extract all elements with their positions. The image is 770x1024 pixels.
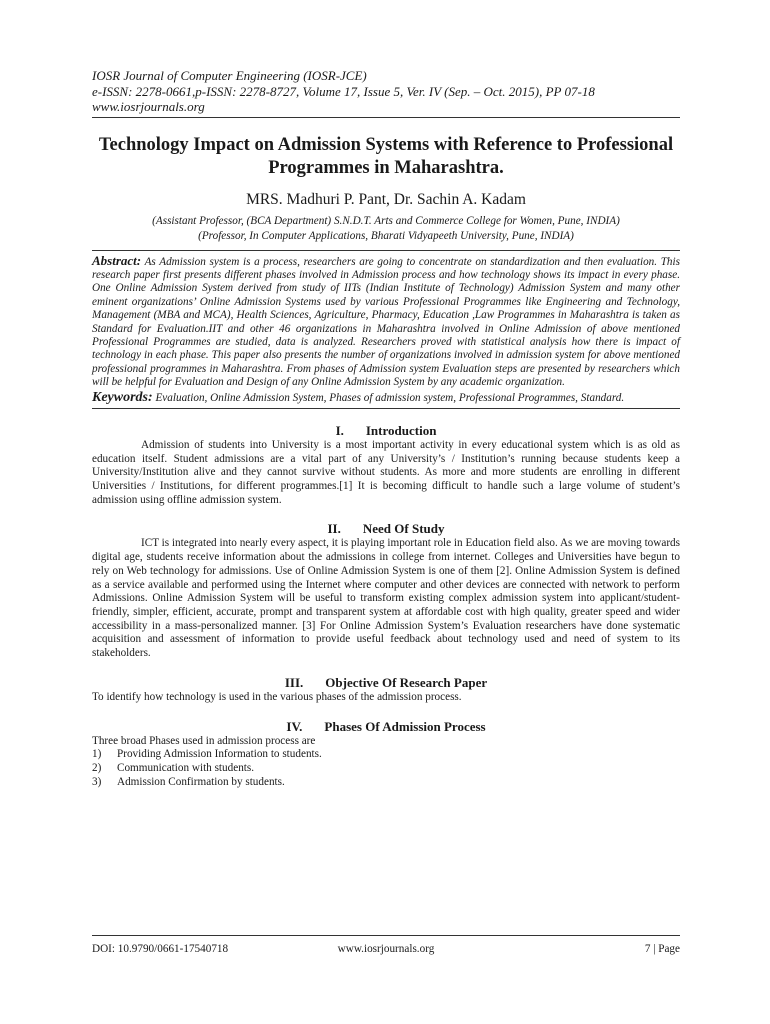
abstract bbox=[92, 254, 680, 390]
list-item-number: 3) bbox=[92, 775, 102, 788]
section-title: Need Of Study bbox=[362, 521, 445, 537]
section-number: IV. bbox=[286, 718, 303, 734]
journal-issn: e-ISSN: 2278-0661,p-ISSN: 2278-8727, Volume 17, Issue 5, Ver. IV (Sep. – Oct. 2015), PP 07-18 bbox=[92, 83, 595, 99]
section-heading-need-of-study bbox=[92, 521, 680, 537]
section-title: Objective Of Research Paper bbox=[325, 674, 488, 690]
abstract-text: As Admission system is a process, researchers are going to concentrate on standardization and then evaluation. This research paper first presents different phases involved in Admission process and how technology shows its impact in every phase. One Online Admission System derived from study of IITs (Indian Institute of Technology) Admission System and many other eminent organizations’ Online Admission Systems used by various Professional Programmes like Engineering and Technology, Management (MBA and MCA), Health Sciences, Agriculture, Pharmacy, Education ,Law Programmes in Maharashtra is taken as Standard for Evaluation.IIT and other 46 organizations in Maharashtra involved in Online Admission of above mentioned Professional Programmes are studied, data is analyzed. Researchers proved with statistical analysis how there is impact of technology in each phase. This paper also presents the number of organizations involved in admission system for above mentioned professional programmes in Maharashtra. From phases of Admission system Evaluation steps are presented by researchers which will be helpful for Evaluation and Design of any Online Admission System by any academic organization. bbox=[92, 255, 680, 389]
footer-rule bbox=[92, 935, 680, 936]
paper-authors: MRS. Madhuri P. Pant, Dr. Sachin A. Kadam bbox=[246, 190, 526, 208]
abstract-label: Abstract: bbox=[92, 252, 142, 268]
footer-doi: DOI: 10.9790/0661-17540718 bbox=[92, 943, 229, 955]
need-of-study-text: ICT is integrated into nearly every aspect, it is playing important role in Education field also. As we are moving towards digital age, students receive information about the admissions in college from internet. Colleges and Universities have begun to rely on Web technology for admissions. Use of Online Admission System is one of them [2]. Online Admission System is defined as a service available and performed using the Internet where computer and other devices are connected with network to perform Admissions. Online Admission System will be useful to transform existing complex admission system into applicant/student-friendly, simpler, efficient, accurate, prompt and transparent system at affordable cost with high quality, greater speed and wider accessibility in a mass-personalized manner. [3] For Online Admission System’s Evaluation researchers have done systematic acquisition and assessment of information to provide useful feedback about technology used and need of system to its stakeholders. bbox=[92, 537, 680, 660]
section-heading-introduction bbox=[92, 423, 680, 439]
abstract-block bbox=[92, 250, 680, 409]
affiliation-2: (Professor, In Computer Applications, Bharati Vidyapeeth University, Pune, INDIA) bbox=[198, 229, 574, 242]
section-title: Introduction bbox=[365, 422, 437, 438]
journal-name: IOSR Journal of Computer Engineering (IOSR-JCE) bbox=[92, 68, 367, 83]
keywords-text: Evaluation, Online Admission System, Phases of admission system, Professional Programmes, Standard. bbox=[155, 391, 625, 404]
list-item bbox=[92, 762, 680, 776]
introduction-text: Admission of students into University is a most important activity in every educational system which is as old as education itself. Student admissions are a vital part of any University’s / Institution’s running because students keep a University/Institution alive and they cannot survive without students. As more and more students are enrolling in different Universities / Institutions, for different programmes.[1] It is becoming difficult to handle such a large volume of student’s admission using offline admission system. bbox=[92, 438, 680, 506]
keywords-label: Keywords: bbox=[92, 389, 153, 405]
section-number: III. bbox=[284, 674, 304, 690]
phases-list bbox=[92, 748, 680, 789]
author-affiliations bbox=[92, 214, 680, 244]
footer-page-number: 7 | Page bbox=[644, 943, 680, 955]
keywords bbox=[92, 391, 680, 405]
list-item-text: Communication with students. bbox=[117, 761, 255, 774]
header-rule bbox=[92, 117, 680, 118]
affiliation-1: (Assistant Professor, (BCA Department) S.N.D.T. Arts and Commerce College for Women, Pune, INDIA) bbox=[152, 214, 620, 227]
list-item bbox=[92, 748, 680, 762]
section-number: I. bbox=[335, 422, 344, 438]
section-title: Phases Of Admission Process bbox=[324, 718, 486, 734]
section-heading-objective bbox=[92, 675, 680, 691]
paper-page bbox=[92, 68, 680, 789]
list-item-number: 1) bbox=[92, 748, 102, 761]
list-item-text: Providing Admission Information to students. bbox=[117, 748, 322, 761]
section-number: II. bbox=[327, 521, 341, 537]
paper-title: Technology Impact on Admission Systems with Reference to Professional Programmes in Maharashtra. bbox=[98, 134, 674, 178]
section-heading-phases bbox=[92, 719, 680, 735]
journal-header bbox=[92, 68, 680, 115]
phases-intro: Three broad Phases used in admission process are bbox=[92, 734, 316, 747]
footer-website: www.iosrjournals.org bbox=[337, 943, 435, 955]
list-item-text: Admission Confirmation by students. bbox=[117, 775, 285, 788]
list-item bbox=[92, 776, 680, 790]
objective-text: To identify how technology is used in the various phases of the admission process. bbox=[92, 690, 462, 703]
list-item-number: 2) bbox=[92, 761, 102, 774]
journal-website: www.iosrjournals.org bbox=[92, 99, 205, 114]
